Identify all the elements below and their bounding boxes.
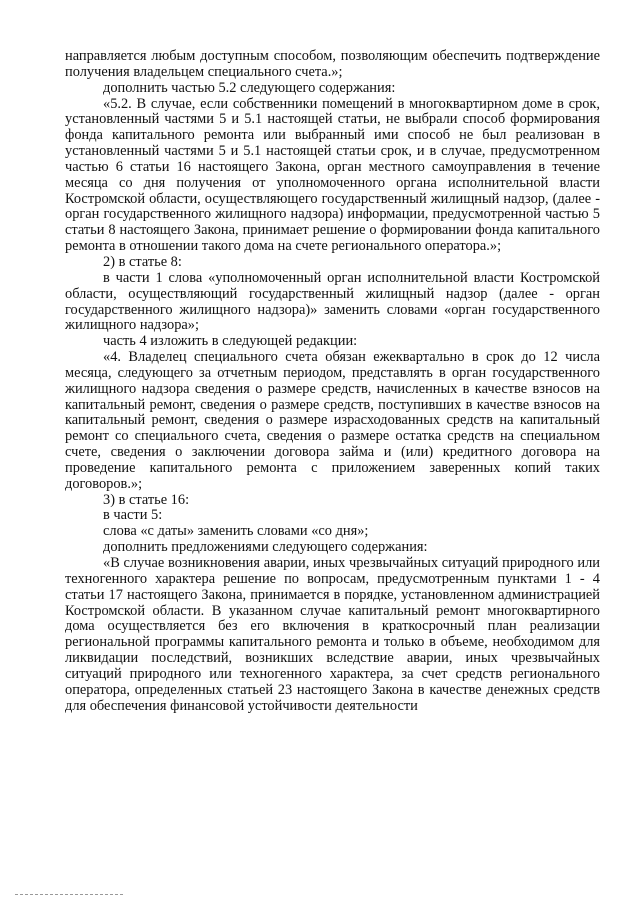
paragraph-5: в части 1 слова «уполномоченный орган исполнительной власти Костромской области, осуществляющий государственный жилищный надзор (далее - орган государственного жилищного надзора)» заменить словами «орган государственного жилищного надзора»; <box>65 269 600 334</box>
paragraph-2: дополнить частью 5.2 следующего содержания: <box>103 79 396 96</box>
paragraph-7: «4. Владелец специального счета обязан ежеквартально в срок до 12 числа месяца, следующего за отчетным периодом, представлять в орган государственного жилищного надзора сведения о размере средств, начисленных в качестве взносов на капитальный ремонт, сведения о размере средств, поступивших в качестве взносов на капитальный ремонт, сведения о размере израсходованных средств на капитальный ремонт со специального счета, сведения о размере остатка средств на специальном счете, сведения о заключении договора займа и (или) кредитного договора на проведение капитального ремонта с приложением заверенных копий таких договоров.»; <box>65 349 600 492</box>
paragraph-4: 2) в статье 8: <box>103 253 182 270</box>
paragraph-11: дополнить предложениями следующего содержания: <box>103 539 428 556</box>
paragraph-9: в части 5: <box>103 507 163 524</box>
paragraph-1: направляется любым доступным способом, позволяющим обеспечить подтверждение получения владельцем специального счета.»; <box>65 48 600 80</box>
paragraph-8: 3) в статье 16: <box>103 491 190 508</box>
footer-divider <box>15 894 123 896</box>
paragraph-10: слова «с даты» заменить словами «со дня»; <box>103 523 369 540</box>
document-body <box>65 49 600 714</box>
paragraph-3: «5.2. В случае, если собственники помещений в многоквартирном доме в срок, установленный частями 5 и 5.1 настоящей статьи, не выбрали способ формирования фонда капитального ремонта или выбранный ими способ не был реализован в установленный частями 5 и 5.1 настоящей статьи срок, и в случае, предусмотренном частью 6 статьи 16 настоящего Закона, орган местного самоуправления в течение месяца со дня получения от уполномоченного органа исполнительной власти Костромской области, осуществляющего государственный жилищный надзор, (далее - орган государственного жилищного надзора) информации, предусмотренной частью 5 статьи 8 настоящего Закона, принимает решение о формировании фонда капитального ремонта в отношении такого дома на счете регионального оператора.»; <box>65 95 600 255</box>
paragraph-6: часть 4 изложить в следующей редакции: <box>103 333 358 350</box>
paragraph-12: «В случае возникновения аварии, иных чрезвычайных ситуаций природного или техногенного характера решение по вопросам, предусмотренным пунктами 1 - 4 статьи 17 настоящего Закона, принимается в порядке, установленном администрацией Костромской области. В указанном случае капитальный ремонт многоквартирного дома осуществляется без его включения в краткосрочный план реализации региональной программы капитального ремонта и только в объеме, необходимом для ликвидации последствий, возникших вследствие аварии, иных чрезвычайных ситуаций природного или техногенного характера, за счет средств регионального оператора, определенных статьей 23 настоящего Закона в качестве денежных средств для обеспечения финансовой устойчивости деятельности <box>65 555 600 714</box>
